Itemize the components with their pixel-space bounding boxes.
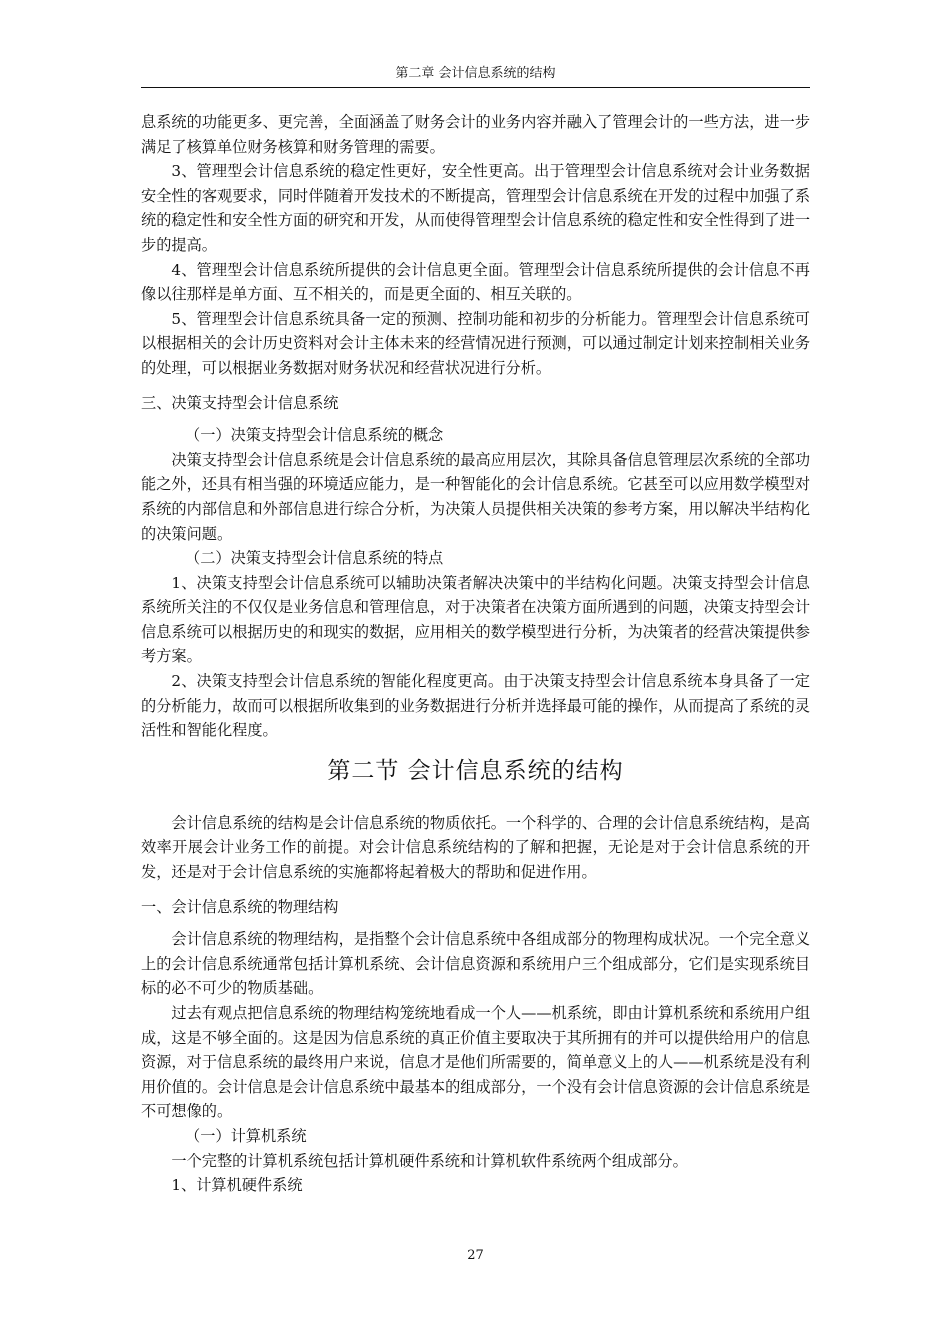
paragraph: 会计信息系统的物理结构，是指整个会计信息系统中各组成部分的物理构成状况。一个完全意义上的会计信息系统通常包括计算机系统、会计信息资源和系统用户三个组成部分，它们是实现系统目标的必不可少的物质基础。 bbox=[141, 930, 810, 998]
running-header: 第二章 会计信息系统的结构 bbox=[395, 66, 556, 81]
paragraph: 1、计算机硬件系统 bbox=[171, 1176, 303, 1195]
paragraph: 4、管理型会计信息系统所提供的会计信息更全面。管理型会计信息系统所提供的会计信息不再像以往那样是单方面、互不相关的，而是更全面的、相互关联的。 bbox=[141, 260, 810, 304]
section-heading: 三、决策支持型会计信息系统 bbox=[141, 393, 339, 412]
paragraph: 一个完整的计算机系统包括计算机硬件系统和计算机软件系统两个组成部分。 bbox=[171, 1151, 688, 1170]
paragraph: 2、决策支持型会计信息系统的智能化程度更高。由于决策支持型会计信息系统本身具备了一定的分析能力，故而可以根据所收集到的业务数据进行分析并选择最可能的操作，从而提高了系统的灵活性和智能化程度。 bbox=[141, 672, 810, 740]
subsection-heading: （一）计算机系统 bbox=[185, 1126, 307, 1145]
page-number: 27 bbox=[467, 1248, 484, 1263]
page-body bbox=[141, 110, 810, 1198]
header-rule bbox=[141, 87, 810, 88]
paragraph: 决策支持型会计信息系统是会计信息系统的最高应用层次，其除具备信息管理层次系统的全部功能之外，还具有相当强的环境适应能力，是一种智能化的会计信息系统。它甚至可以应用数学模型对系统的内部信息和外部信息进行综合分析，为决策人员提供相关决策的参考方案，用以解决半结构化的决策问题。 bbox=[141, 450, 810, 543]
section-title: 第二节 会计信息系统的结构 bbox=[327, 757, 624, 784]
subsection-heading: （二）决策支持型会计信息系统的特点 bbox=[185, 549, 444, 568]
paragraph: 过去有观点把信息系统的物理结构笼统地看成一个人——机系统，即由计算机系统和系统用户组成，这是不够全面的。这是因为信息系统的真正价值主要取决于其所拥有的并可以提供给用户的信息资源，对于信息系统的最终用户来说，信息才是他们所需要的，简单意义上的人——机系统是没有利用价值的。会计信息是会计信息系统中最基本的组成部分，一个没有会计信息资源的会计信息系统是不可想像的。 bbox=[141, 1004, 810, 1121]
section-heading: 一、会计信息系统的物理结构 bbox=[141, 897, 339, 916]
subsection-heading: （一）决策支持型会计信息系统的概念 bbox=[185, 426, 444, 445]
paragraph: 息系统的功能更多、更完善，全面涵盖了财务会计的业务内容并融入了管理会计的一些方法，进一步满足了核算单位财务核算和财务管理的需要。 bbox=[141, 113, 810, 156]
paragraph: 5、管理型会计信息系统具备一定的预测、控制功能和初步的分析能力。管理型会计信息系统可以根据相关的会计历史资料对会计主体未来的经营情况进行预测，可以通过制定计划来控制相关业务的处理，可以根据业务数据对财务状况和经营状况进行分析。 bbox=[141, 309, 810, 377]
paragraph: 会计信息系统的结构是会计信息系统的物质依托。一个科学的、合理的会计信息系统结构，是高效率开展会计业务工作的前提。对会计信息系统结构的了解和把握，无论是对于会计信息系统的开发，还是对于会计信息系统的实施都将起着极大的帮助和促进作用。 bbox=[141, 813, 810, 882]
paragraph: 3、管理型会计信息系统的稳定性更好，安全性更高。出于管理型会计信息系统对会计业务数据安全性的客观要求，同时伴随着开发技术的不断提高，管理型会计信息系统在开发的过程中加强了系统的稳定性和安全性方面的研究和开发，从而使得管理型会计信息系统的稳定性和安全性得到了进一步的提高。 bbox=[141, 162, 810, 254]
paragraph: 1、决策支持型会计信息系统可以辅助决策者解决决策中的半结构化问题。决策支持型会计信息系统所关注的不仅仅是业务信息和管理信息，对于决策者在决策方面所遇到的问题，决策支持型会计信息系统可以根据历史的和现实的数据，应用相关的数学模型进行分析，为决策者的经营决策提供参考方案。 bbox=[141, 573, 810, 666]
